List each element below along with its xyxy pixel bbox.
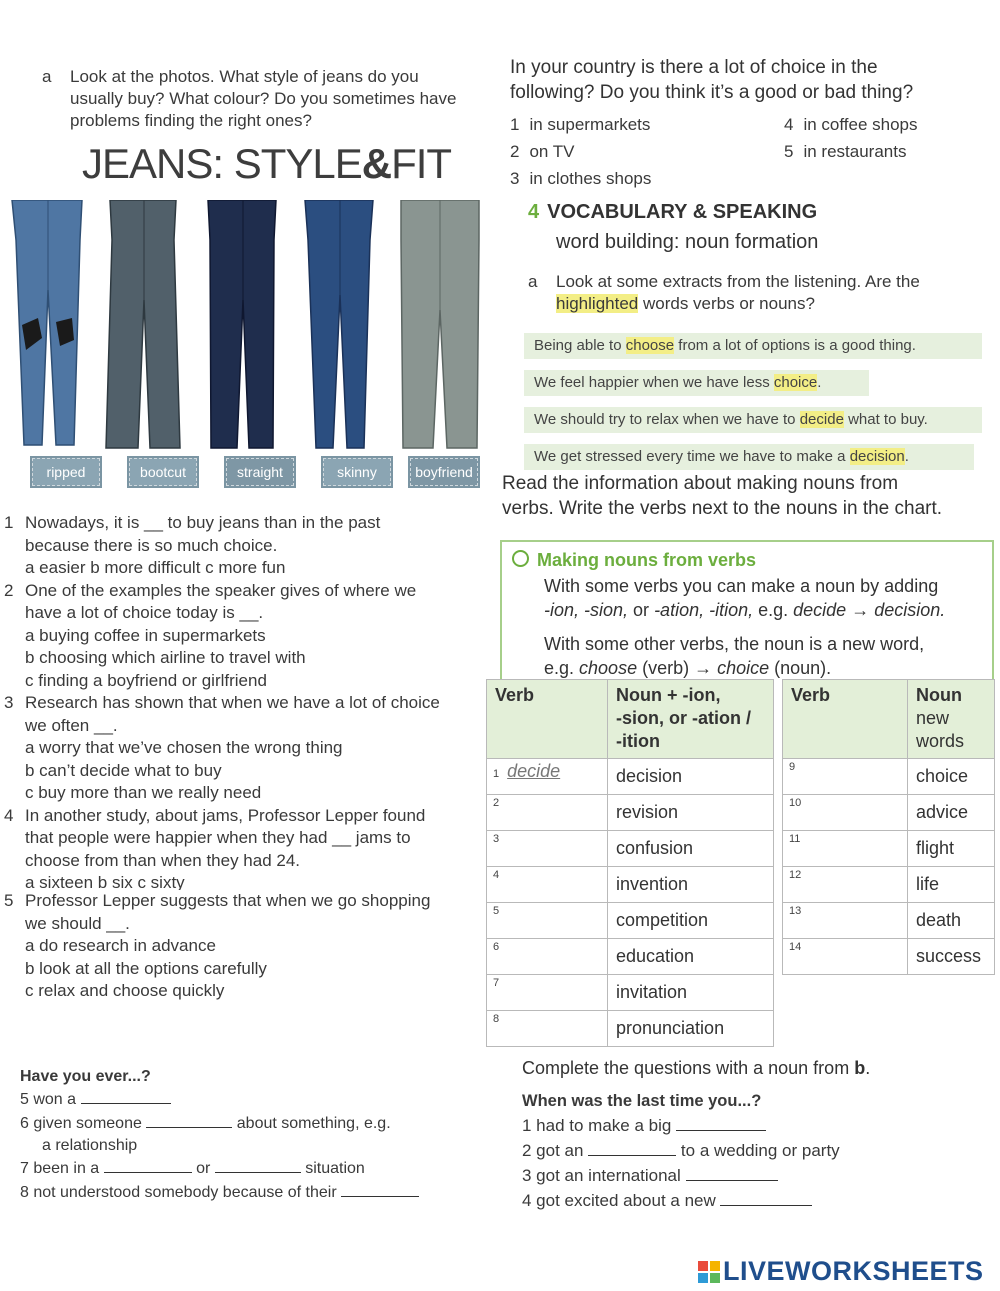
table1-header-noun: Noun + -ion, -sion, or -ation / -ition <box>608 680 774 759</box>
question-2: 2 One of the examples the speaker gives of where we have a lot of choice today is __. a buying coffee in supermarkets b choosing which airline to travel with c finding a boyfriend or girlfriend <box>4 580 440 693</box>
table-row <box>487 795 774 831</box>
choice-item-1: 1 in supermarkets <box>510 115 651 134</box>
question-4-options[interactable]: a sixteen b six c sixty <box>25 873 185 890</box>
noun-cell: choice <box>908 759 995 795</box>
hye-item-7: 7 been in a or situation <box>20 1160 365 1177</box>
noun-cell: revision <box>608 795 774 831</box>
noun-cell: invitation <box>608 975 774 1011</box>
info-line3: With some other verbs, the noun is a new word, <box>544 634 925 654</box>
question-1-options[interactable]: a easier b more difficult c more fun <box>25 558 286 577</box>
info-box <box>500 540 994 680</box>
choice-item-5: 5 in restaurants <box>784 142 907 161</box>
logo-icon <box>698 1261 720 1283</box>
question-5-option-a[interactable]: a do research in advance <box>25 936 216 955</box>
verb-input-14[interactable]: 14 <box>783 939 908 975</box>
verb-input-8[interactable]: 8 <box>487 1011 608 1047</box>
tag-bootcut: bootcut <box>129 458 197 486</box>
complete-item-2: 2 got an to a wedding or party <box>522 1141 840 1160</box>
tag-boyfriend: boyfriend <box>410 458 478 486</box>
blank-input[interactable] <box>588 1141 676 1156</box>
boyfriend-jeans-image <box>397 200 483 450</box>
noun-cell: pronunciation <box>608 1011 774 1047</box>
question-5-option-c[interactable]: c relax and choose quickly <box>25 981 225 1000</box>
table2-header-noun: Noun new words <box>908 680 995 759</box>
noun-cell: competition <box>608 903 774 939</box>
blank-input[interactable] <box>215 1158 301 1173</box>
verb-input-6[interactable]: 6 <box>487 939 608 975</box>
skinny-jeans-image <box>300 200 378 450</box>
info-line1: With some verbs you can make a noun by adding <box>544 576 939 596</box>
noun-table-ion <box>486 679 774 1047</box>
exercise-a-label: a <box>42 67 52 86</box>
verb-input-4[interactable]: 4 <box>487 867 608 903</box>
question-2-option-a[interactable]: a buying coffee in supermarkets <box>25 625 266 645</box>
noun-cell: decision <box>608 759 774 795</box>
straight-jeans-image <box>203 200 281 450</box>
blank-input[interactable] <box>676 1116 766 1131</box>
exercise-a-line3: problems finding the right ones? <box>70 111 312 130</box>
noun-cell: life <box>908 867 995 903</box>
question-4: 4 In another study, about jams, Professor Lepper found that people were happier when they had __ jams to choose from than when they had 24. a sixteen b six c sixty <box>4 805 440 891</box>
verb-input-11[interactable]: 11 <box>783 831 908 867</box>
table2-header-verb: Verb <box>783 680 908 759</box>
noun-cell: confusion <box>608 831 774 867</box>
search-icon <box>512 550 529 567</box>
extract-4: We get stressed every time we have to make a decision. <box>524 444 974 470</box>
table-row <box>783 759 995 795</box>
verb-answer-1: decide <box>507 761 561 781</box>
verb-input-10[interactable]: 10 <box>783 795 908 831</box>
hye-item-6: 6 given someone about something, e.g. <box>20 1115 391 1132</box>
table-row <box>487 831 774 867</box>
bootcut-jeans-image <box>104 200 182 450</box>
listening-questions <box>4 512 440 1003</box>
blank-input[interactable] <box>81 1089 171 1104</box>
table-row <box>783 795 995 831</box>
choice-item-2: 2 on TV <box>510 142 575 161</box>
complete-subtitle: When was the last time you...? <box>522 1092 762 1110</box>
table-row: 1 decide decision <box>487 759 774 795</box>
tag-skinny: skinny <box>323 458 391 486</box>
question-3-option-c[interactable]: c buy more than we really need <box>25 783 262 802</box>
noun-cell: advice <box>908 795 995 831</box>
read-instruction: Read the information about making nouns from verbs. Write the verbs next to the nouns in the chart. <box>502 473 943 519</box>
noun-cell: death <box>908 903 995 939</box>
jeans-title: JEANS: STYLE&FIT <box>82 140 452 187</box>
complete-item-1: 1 had to make a big <box>522 1115 766 1137</box>
noun-cell: invention <box>608 867 774 903</box>
ripped-jeans-image <box>8 200 86 450</box>
extract-1: Being able to choose from a lot of options is a good thing. <box>524 333 982 359</box>
verb-input-12[interactable]: 12 <box>783 867 908 903</box>
hye-item-6-cont: a relationship <box>42 1137 138 1154</box>
info-box-title: Making nouns from verbs <box>512 550 756 571</box>
complete-item-3: 3 got an international <box>522 1165 778 1187</box>
noun-table-new-words <box>782 679 995 975</box>
noun-cell: success <box>908 939 995 975</box>
question-3-option-a[interactable]: a worry that we’ve chosen the wrong thing <box>25 738 343 757</box>
question-2-option-c[interactable]: c finding a boyfriend or girlfriend <box>25 670 267 690</box>
question-3-option-b[interactable]: b can’t decide what to buy <box>25 760 222 780</box>
table-row <box>487 939 774 975</box>
verb-input-13[interactable]: 13 <box>783 903 908 939</box>
question-3: 3 Research has shown that when we have a lot of choice we often __. a worry that we’ve chosen the wrong thing b can’t decide what to buy c buy more than we really need <box>4 692 440 805</box>
verb-input-7[interactable]: 7 <box>487 975 608 1011</box>
table-row <box>783 831 995 867</box>
blank-input[interactable] <box>341 1182 419 1197</box>
exercise-a-line1: Look at the photos. What style of jeans do you <box>70 67 419 86</box>
tag-straight: straight <box>226 458 294 486</box>
choice-question: In your country is there a lot of choice in the following? Do you think it’s a good or bad thing? <box>510 57 914 103</box>
complete-item-4: 4 got excited about a new <box>522 1190 812 1212</box>
tag-ripped: ripped <box>32 458 100 486</box>
question-5: 5 Professor Lepper suggests that when we go shopping we should __. a do research in advance b look at all the options carefully c relax and choose quickly <box>4 890 440 1003</box>
hye-item-5: 5 won a <box>20 1089 171 1111</box>
hye-item-8: 8 not understood somebody because of their <box>20 1182 419 1204</box>
blank-input[interactable] <box>104 1158 192 1173</box>
verb-input-2[interactable]: 2 <box>487 795 608 831</box>
table-row <box>487 903 774 939</box>
question-2-option-b[interactable]: b choosing which airline to travel with <box>25 648 306 667</box>
have-you-ever-title: Have you ever...? <box>20 1068 151 1085</box>
blank-input[interactable] <box>686 1166 778 1181</box>
blank-input[interactable] <box>146 1113 232 1128</box>
exercise-4a-label: a <box>528 272 538 291</box>
table-row <box>487 975 774 1011</box>
verb-input-5[interactable]: 5 <box>487 903 608 939</box>
noun-cell: flight <box>908 831 995 867</box>
liveworksheets-logo: LIVEWORKSHEETS <box>698 1256 984 1287</box>
info-line2: -ion, -sion, or -ation, -ition, e.g. decide → decision. <box>544 600 946 620</box>
noun-cell: education <box>608 939 774 975</box>
table-row <box>783 939 995 975</box>
verb-input-9[interactable]: 9 <box>783 759 908 795</box>
exercise-4a-line2: highlighted words verbs or nouns? <box>556 294 815 313</box>
section-heading: 4 VOCABULARY & SPEAKING <box>528 201 818 223</box>
choice-item-4: 4 in coffee shops <box>784 115 918 134</box>
complete-instruction: Complete the questions with a noun from b. <box>522 1058 871 1078</box>
exercise-4a-line1: Look at some extracts from the listening. Are the <box>556 272 920 291</box>
question-5-option-b[interactable]: b look at all the options carefully <box>25 958 267 978</box>
info-line4: e.g. choose (verb) → choice (noun). <box>544 658 832 678</box>
section-subtitle: word building: noun formation <box>556 231 819 253</box>
blank-input[interactable] <box>720 1191 812 1206</box>
extract-2: We feel happier when we have less choice. <box>524 370 869 396</box>
table-row <box>487 1011 774 1047</box>
verb-input-3[interactable]: 3 <box>487 831 608 867</box>
table-row <box>487 867 774 903</box>
table-row <box>783 867 995 903</box>
extract-3: We should try to relax when we have to decide what to buy. <box>524 407 982 433</box>
choice-item-3: 3 in clothes shops <box>510 169 652 188</box>
exercise-a-line2: usually buy? What colour? Do you sometimes have <box>70 89 457 108</box>
question-1: 1 Nowadays, it is __ to buy jeans than in the past because there is so much choice. a easier b more difficult c more fun <box>4 512 440 580</box>
table1-header-verb: Verb <box>487 680 608 759</box>
table-row <box>783 903 995 939</box>
